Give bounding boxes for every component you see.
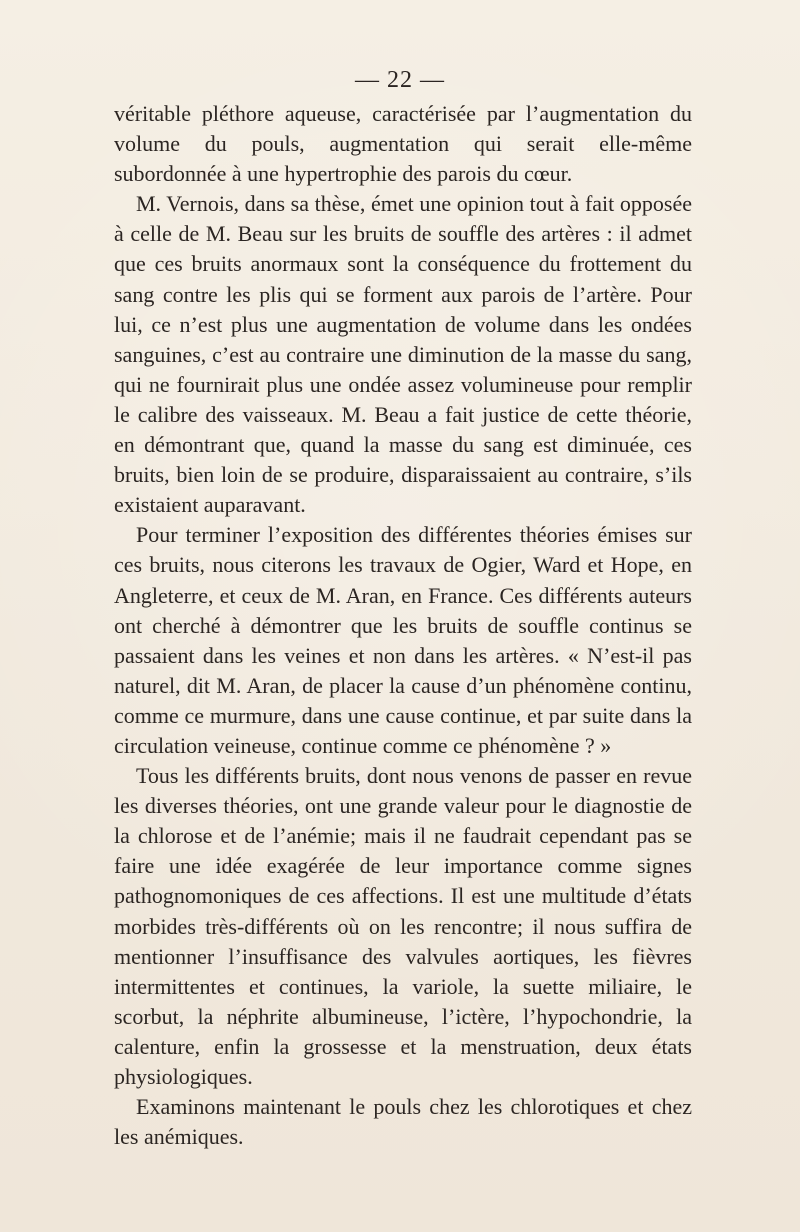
paragraph-1: véritable pléthore aqueuse, caractérisée par l’augmentation du volume du pouls, augmentation qui serait elle-même subordonnée à une hypertrophie des parois du cœur. [114, 101, 692, 187]
page-number: — 22 — [355, 67, 445, 93]
paragraph-3: Pour terminer l’exposition des différentes théories émises sur ces bruits, nous citerons les travaux de Ogier, Ward et Hope, en Angleterre, et ceux de M. Aran, en France. Ces différents auteurs ont cherché à démontrer que les bruits de souffle continus se passaient dans les veines et non dans les artères. « N’est-il pas naturel, dit M. Aran, de placer la cause d’un phénomène continu, comme ce murmure, dans une cause continue, et par suite dans la circulation veineuse, continue comme ce phénomène ? » [114, 522, 692, 758]
paragraph-5: Examinons maintenant le pouls chez les chlorotiques et chez les anémiques. [114, 1094, 692, 1150]
paragraph-2: M. Vernois, dans sa thèse, émet une opinion tout à fait opposée à celle de M. Beau sur les bruits de souffle des artères : il admet que ces bruits anormaux sont la conséquence du frottement du sang contre les plis qui se forment aux parois de l’artère. Pour lui, ce n’est plus une augmentation de volume dans les ondées sanguines, c’est au contraire une diminution de la masse du sang, qui ne fournirait plus une ondée assez volumineuse pour remplir le calibre des vaisseaux. M. Beau a fait justice de cette théorie, en démontrant que, quand la masse du sang est diminuée, ces bruits, bien loin de se produire, disparaissaient au contraire, s’ils existaient auparavant. [114, 191, 692, 518]
page-text [114, 99, 692, 1152]
paragraph-4: Tous les différents bruits, dont nous venons de passer en revue les diverses théories, ont une grande valeur pour le diagnostie de la chlorose et de l’anémie; mais il ne faudrait cependant pas se faire une idée exagérée de leur importance comme signes pathognomoniques de ces affections. Il est une multitude d’états morbides très-différents où on les rencontre; il nous suffira de mentionner l’insuffisance des valvules aortiques, les fièvres intermittentes et continues, la variole, la suette miliaire, le scorbut, la néphrite albumineuse, l’ictère, l’hypochondrie, la calenture, enfin la grossesse et la menstruation, deux états physiologiques. [114, 763, 692, 1089]
